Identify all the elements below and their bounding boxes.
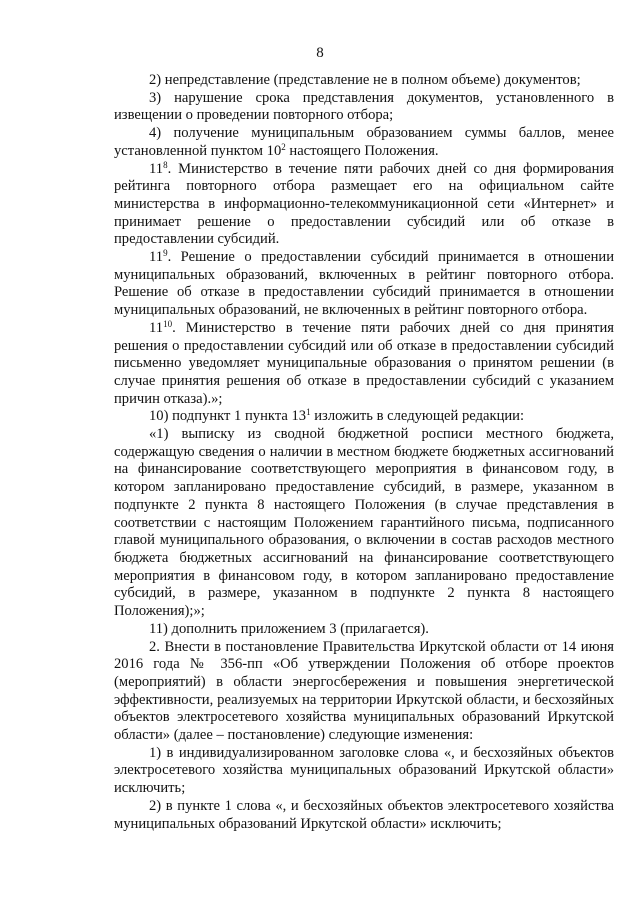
paragraph-change-2: 2) в пункте 1 слова «, и бесхозяйных объектов электросетевого хозяйства муниципальных образований Иркутской области» исключить; xyxy=(114,797,614,832)
point-number: 11 xyxy=(149,249,164,266)
paragraph-text: . Министерство в течение пяти рабочих дней со дня формирования рейтинга повторного отбора размещает его на официальном сайте министерства в информационно-телекоммуникационной сети «Интернет» и принимает решение о предоставлении субсидий или об отказе в предоставлении субсидий. xyxy=(114,160,614,248)
paragraph-text: 10) подпункт 1 пункта 13 xyxy=(149,408,307,425)
superscript-index: 8 xyxy=(163,159,168,170)
paragraph-item-4 xyxy=(114,125,614,160)
superscript-index: 9 xyxy=(163,248,168,259)
paragraph-11-9 xyxy=(114,249,614,320)
paragraph-section-2: 2. Внести в постановление Правительства Иркутской области от 14 июня 2016 года № 356-пп «Об утверждении Положения об отборе проектов (мероприятий) в области энергосбережения и повышения энергетической эффективности, реализуемых на территории Иркутской области, и бесхозяйных объектов электросетевого хозяйства муниципальных образований Иркутской области» (далее – постановление) следующие изменения: xyxy=(114,638,614,744)
page-number: 8 xyxy=(316,45,324,61)
paragraph-quoted-subitem-1: «1) выписку из сводной бюджетной росписи местного бюджета, содержащую сведения о наличии в местном бюджете бюджетных ассигнований на финансирование соответствующего мероприятия в финансовом году, в котором запланировано предоставление субсидий, в размере, указанном в подпункте 2 пункта 8 настоящего Положения (в случае представления в соответствии с настоящим Положением гарантийного письма, подписанного главой муниципального образования, о включении в состав расходов местного бюджета бюджетных ассигнований на финансирование соответствующего мероприятия в финансовом году, в котором запланировано предоставление субсидий, в размере, указанном в подпункте 2 пункта 8 настоящего Положения);»; xyxy=(114,426,614,620)
point-number: 11 xyxy=(149,319,164,336)
paragraph-item-11: 11) дополнить приложением 3 (прилагается). xyxy=(149,620,429,637)
paragraph-text: . Решение о предоставлении субсидий принимается в отношении муниципальных образований, включенных в рейтинг повторного отбора. Решение об отказе в предоставлении субсидий принимается в отношении муниципальных образований, не включенных в рейтинг повторного отбора. xyxy=(114,249,614,319)
superscript-index: 2 xyxy=(281,141,286,152)
superscript-index: 1 xyxy=(306,407,311,418)
paragraph-11-10 xyxy=(114,320,614,409)
superscript-index: 10 xyxy=(163,318,173,329)
point-number: 11 xyxy=(149,160,164,177)
paragraph-text: . Министерство в течение пяти рабочих дней со дня принятия решения о предоставлении субсидий или об отказе в предоставлении субсидий письменно уведомляет муниципальные образования о принятом решении (в случае принятия решения об отказе в предоставлении субсидий с указанием причин отказа).»; xyxy=(114,319,614,407)
paragraph-item-10 xyxy=(114,408,614,426)
paragraph-item-3: 3) нарушение срока представления документов, установленного в извещении о проведении повторного отбора; xyxy=(114,89,614,124)
paragraph-text: изложить в следующей редакции: xyxy=(310,408,525,425)
paragraph-text: настоящего Положения. xyxy=(285,142,439,159)
paragraph-item-2: 2) непредставление (представление не в полном объеме) документов; xyxy=(149,72,581,88)
paragraph-11-8 xyxy=(114,161,614,250)
paragraph-change-1: 1) в индивидуализированном заголовке слова «, и бесхозяйных объектов электросетевого хозяйства муниципальных образований Иркутской области» исключить; xyxy=(114,744,614,797)
paragraph-text: 4) получение муниципальным образованием суммы баллов, менее установленной пунктом 10 xyxy=(114,125,614,159)
document-body xyxy=(114,72,614,833)
